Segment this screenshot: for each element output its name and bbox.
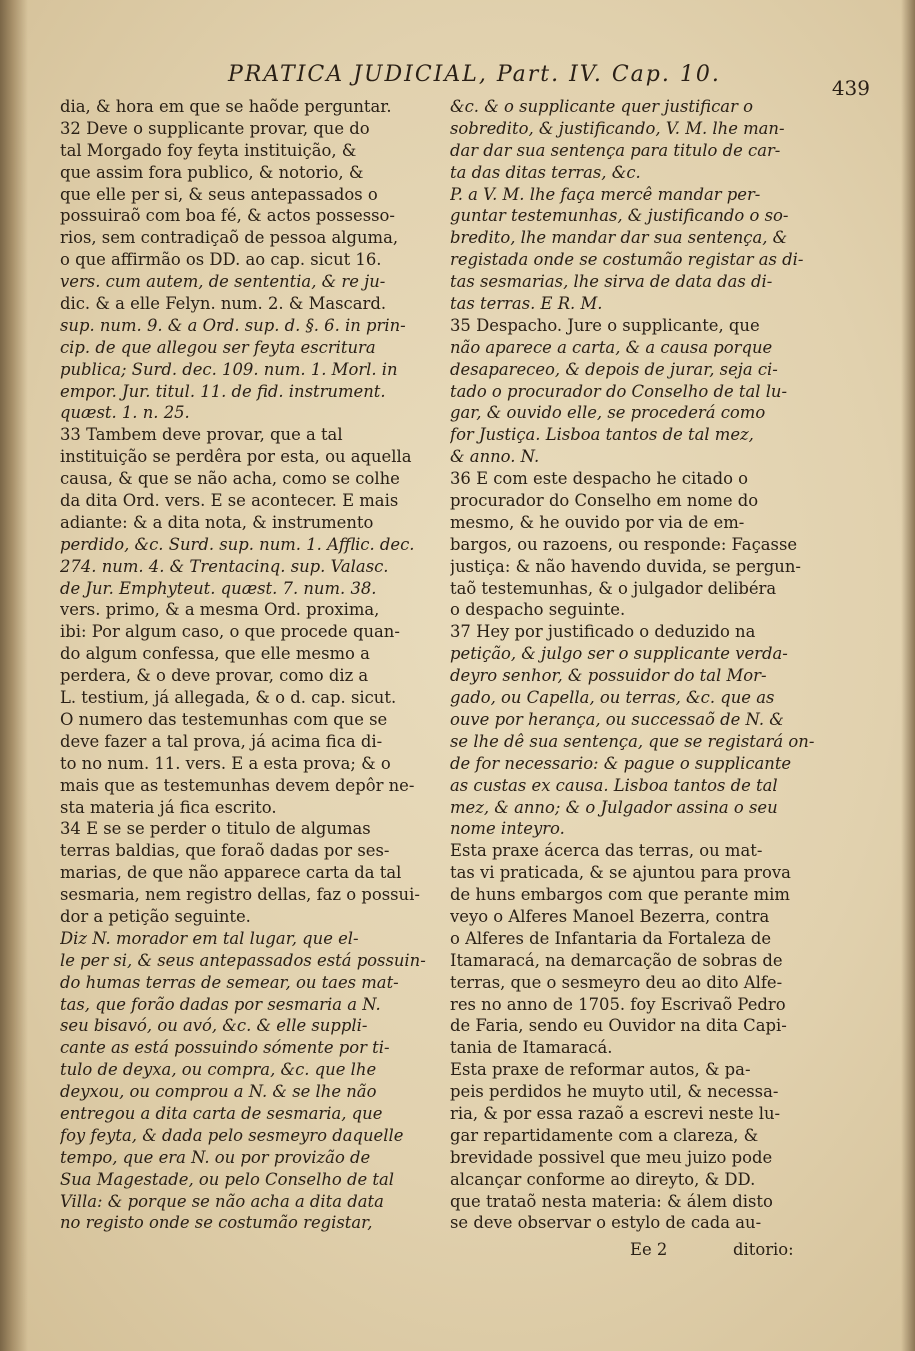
text-line: &c. & o supplicante quer justificar o <box>450 97 753 116</box>
text-line: sup. num. 9. & a Ord. sup. d. §. 6. in prin- <box>60 315 406 335</box>
text-line: peis perdidos he muyto util, & necessa- <box>450 1082 779 1102</box>
text-line: vers. cum autem, de sententia, & re ju- <box>60 272 386 292</box>
text-line: causa, & que se não acha, como se colhe <box>60 469 400 489</box>
text-line: terras, que o sesmeyro deu ao dito Alfe- <box>450 972 783 992</box>
text-line: tas terras. E R. M. <box>450 294 603 314</box>
text-line: as custas ex causa. Lisboa tantos de tal <box>450 775 778 795</box>
text-line: res no anno de 1705. foy Escrivaõ Pedro <box>450 994 786 1014</box>
text-line: 274. num. 4. & Trentacinq. sup. Valasc. <box>60 556 389 576</box>
text-line: da dita Ord. vers. E se acontecer. E mais <box>60 491 399 511</box>
text-line: bredito, lhe mandar dar sua sentença, & <box>450 228 788 248</box>
text-line: adiante: & a dita nota, & instrumento <box>60 512 374 532</box>
text-line: taõ testemunhas, & o julgador delibéra <box>450 578 777 598</box>
page-gutter-shadow <box>0 0 28 1351</box>
text-line: de Jur. Emphyteut. quæst. 7. num. 38. <box>60 578 377 598</box>
text-line: não aparece a carta, & a causa porque <box>450 337 773 357</box>
text-line: petição, & julgo ser o supplicante verda- <box>450 644 788 664</box>
text-line: tas vi praticada, & se ajuntou para prova <box>450 863 791 883</box>
text-line: o Alferes de Infantaria da Fortaleza de <box>450 928 772 948</box>
text-line: 34 E se se perder o titulo de algumas <box>60 819 371 839</box>
text-line: nome inteyro. <box>450 819 565 839</box>
text-line: justiça: & não havendo duvida, se pergun- <box>450 556 801 576</box>
text-line: mais que as testemunhas devem depôr ne- <box>60 775 415 795</box>
text-line: que assim fora publico, & notorio, & <box>60 162 364 182</box>
text-line: possuiraõ com boa fé, & actos possesso- <box>60 206 395 226</box>
text-line: ria, & por essa razaõ a escrevi neste lu- <box>450 1103 781 1123</box>
text-line: sta materia já fica escrito. <box>60 797 277 817</box>
text-line: tulo de deyxa, ou compra, &c. que lhe <box>60 1060 377 1080</box>
signature-mark: Ee 2 <box>630 1240 668 1259</box>
text-line: ibi: Por algum caso, o que procede quan- <box>60 622 400 642</box>
text-line: desapareceo, & depois de jurar, seja ci- <box>450 359 778 379</box>
text-line: o que affirmão os DD. ao cap. sicut 16. <box>60 250 382 270</box>
text-line: tado o procurador do Conselho de tal lu- <box>450 381 788 401</box>
page-edge-shadow <box>901 0 915 1351</box>
text-line: empor. Jur. titul. 11. de fid. instrument. <box>60 381 386 401</box>
text-line: Itamaracá, na demarcação de sobras de <box>450 950 783 970</box>
text-line: Esta praxe ácerca das terras, ou mat- <box>450 841 763 861</box>
text-line: veyo o Alferes Manoel Bezerra, contra <box>450 906 770 926</box>
text-line: o despacho seguinte. <box>450 600 626 620</box>
text-line: 35 Despacho. Jure o supplicante, que <box>450 315 760 335</box>
text-line: seu bisavó, ou avó, &c. & elle suppli- <box>60 1016 368 1036</box>
text-line: rios, sem contradiçaõ de pessoa alguma, <box>60 228 399 248</box>
text-line: ouve por herança, ou successaõ de N. & <box>450 709 784 729</box>
text-line: tania de Itamaracá. <box>450 1038 613 1058</box>
catchword: ditorio: <box>733 1240 794 1259</box>
text-line: O numero das testemunhas com que se <box>60 709 388 729</box>
text-line: perdera, & o deve provar, como diz a <box>60 666 369 686</box>
text-line: quæst. 1. n. 25. <box>60 403 190 423</box>
text-line: entregou a dita carta de sesmaria, que <box>60 1103 383 1123</box>
text-line: de huns embargos com que perante mim <box>450 885 790 905</box>
text-line: perdido, &c. Surd. sup. num. 1. Afflic. dec. <box>60 534 415 554</box>
text-line: se lhe dê sua sentença, que se registará on- <box>450 731 815 751</box>
text-line: ta das ditas terras, &c. <box>450 162 641 182</box>
text-line: brevidade possivel que meu juizo pode <box>450 1147 773 1167</box>
page-header <box>60 62 870 100</box>
text-line: gar, & ouvido elle, se procederá como <box>450 403 766 423</box>
text-line: to no num. 11. vers. E a esta prova; & o <box>60 753 391 773</box>
text-line: bargos, ou razoens, ou responde: Façasse <box>450 534 798 554</box>
text-line: 36 E com este despacho he citado o <box>450 469 749 489</box>
text-line: dar dar sua sentença para titulo de car- <box>450 140 781 160</box>
text-line: do humas terras de semear, ou taes mat- <box>60 972 399 992</box>
text-line: de for necessario: & pague o supplicante <box>450 753 792 773</box>
text-line: se deve observar o estylo de cada au- <box>450 1213 762 1233</box>
text-line: deyro senhor, & possuidor do tal Mor- <box>450 666 767 686</box>
text-line: procurador do Conselho em nome do <box>450 491 759 511</box>
right-text-column <box>450 96 820 1234</box>
text-line: guntar testemunhas, & justificando o so- <box>450 206 789 226</box>
running-head: PRATICA JUDICIAL, Part. IV. Cap. 10. <box>228 62 721 87</box>
text-line: 33 Tambem deve provar, que a tal <box>60 425 343 445</box>
text-line: terras baldias, que foraõ dadas por ses- <box>60 841 390 861</box>
text-line: cip. de que allegou ser feyta escritura <box>60 337 376 357</box>
text-line: dic. & a elle Felyn. num. 2. & Mascard. <box>60 294 387 314</box>
text-line: P. a V. M. lhe faça mercê mandar per- <box>450 184 761 204</box>
text-line: vers. primo, & a mesma Ord. proxima, <box>60 600 380 620</box>
text-line: tempo, que era N. ou por provizão de <box>60 1147 371 1167</box>
text-line: dia, & hora em que se haõde perguntar. <box>60 97 392 116</box>
text-line: for Justiça. Lisboa tantos de tal mez, <box>450 425 754 445</box>
text-line: instituição se perdêra por esta, ou aquella <box>60 447 412 467</box>
text-line: sobredito, & justificando, V. M. lhe man- <box>450 118 785 138</box>
text-line: le per si, & seus antepassados está possuin- <box>60 950 426 970</box>
text-line: publica; Surd. dec. 109. num. 1. Morl. in <box>60 359 398 379</box>
text-line: Sua Magestade, ou pelo Conselho de tal <box>60 1169 394 1189</box>
text-line: foy feyta, & dada pelo sesmeyro daquelle <box>60 1125 404 1145</box>
text-line: no registo onde se costumão registar, <box>60 1213 373 1233</box>
text-line: Diz N. morador em tal lugar, que el- <box>60 928 359 948</box>
text-line: tas sesmarias, lhe sirva de data das di- <box>450 272 773 292</box>
text-line: gado, ou Capella, ou terras, &c. que as <box>450 688 775 708</box>
text-line: registada onde se costumão registar as di- <box>450 250 804 270</box>
text-line: sesmaria, nem registro dellas, faz o possui- <box>60 885 420 905</box>
text-line: tal Morgado foy feyta instituição, & <box>60 140 357 160</box>
text-line: 37 Hey por justificado o deduzido na <box>450 622 756 642</box>
text-line: dor a petição seguinte. <box>60 906 251 926</box>
text-line: que trataõ nesta materia: & álem disto <box>450 1191 773 1211</box>
text-line: do algum confessa, que elle mesmo a <box>60 644 370 664</box>
text-line: marias, de que não apparece carta da tal <box>60 863 402 883</box>
text-line: gar repartidamente com a clareza, & <box>450 1125 759 1145</box>
text-line: L. testium, já allegada, & o d. cap. sicut. <box>60 688 397 708</box>
text-line: de Faria, sendo eu Ouvidor na dita Capi- <box>450 1016 787 1036</box>
text-line: tas, que forão dadas por sesmaria a N. <box>60 994 381 1014</box>
text-line: que elle per si, & seus antepassados o <box>60 184 378 204</box>
text-line: alcançar conforme ao direyto, & DD. <box>450 1169 756 1189</box>
left-text-column <box>60 96 432 1234</box>
page-number: 439 <box>831 76 870 100</box>
text-line: Esta praxe de reformar autos, & pa- <box>450 1060 751 1080</box>
text-line: deyxou, ou comprou a N. & se lhe não <box>60 1082 377 1102</box>
text-line: cante as está possuindo sómente por ti- <box>60 1038 390 1058</box>
text-line: deve fazer a tal prova, já acima fica di- <box>60 731 383 751</box>
text-line: mez, & anno; & o Julgador assina o seu <box>450 797 778 817</box>
text-line: 32 Deve o supplicante provar, que do <box>60 118 370 138</box>
text-line: mesmo, & he ouvido por via de em- <box>450 512 745 532</box>
text-line: & anno. N. <box>450 447 540 467</box>
text-line: Villa: & porque se não acha a dita data <box>60 1191 384 1211</box>
